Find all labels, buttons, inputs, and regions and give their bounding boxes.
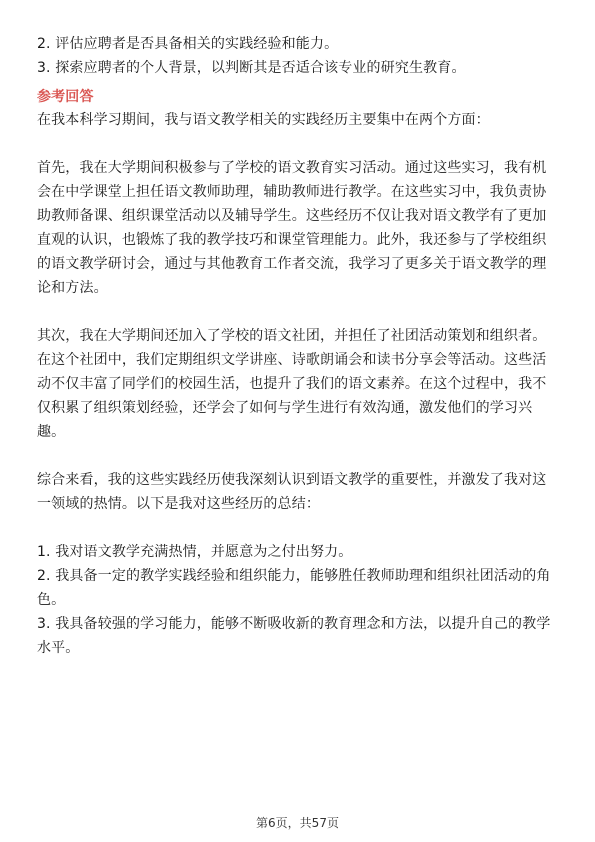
list-item: 1. 我对语文教学充满热情，并愿意为之付出努力。 [37, 544, 353, 560]
paragraph-line: 直观的认识，也锻炼了我的教学技巧和课堂管理能力。此外，我还参与了学校组织 [37, 232, 547, 248]
paragraph-line: 首先，我在大学期间积极参与了学校的语文教育实习活动。通过这些实习，我有机 [37, 160, 547, 176]
paragraph-line: 的语文教学研讨会，通过与其他教育工作者交流，我学习了更多关于语文教学的理 [37, 256, 547, 272]
section-heading: 参考回答 [37, 89, 94, 105]
list-item: 色。 [37, 592, 66, 608]
intro-line: 在我本科学习期间，我与语文教学相关的实践经历主要集中在两个方面： [37, 112, 490, 128]
paragraph-3 [37, 468, 561, 516]
paragraph-gap [37, 132, 561, 156]
list-item: 水平。 [37, 640, 80, 656]
paragraph-line: 一领域的热情。以下是我对这些经历的总结： [37, 496, 320, 512]
paragraph-2 [37, 324, 561, 444]
list-item: 3. 探索应聘者的个人背景，以判断其是否适合该专业的研究生教育。 [37, 60, 466, 76]
paragraph-line: 趣。 [37, 424, 66, 440]
page-number: 第6页，共57页 [256, 816, 339, 830]
paragraph-gap [37, 516, 561, 540]
paragraph-1 [37, 156, 561, 300]
paragraph-line: 在这个社团中，我们定期组织文学讲座、诗歌朗诵会和读书分享会等活动。这些活 [37, 352, 547, 368]
paragraph-gap [37, 444, 561, 468]
paragraph-line: 综合来看，我的这些实践经历使我深刻认识到语文教学的重要性，并激发了我对这 [37, 472, 547, 488]
paragraph-gap [37, 300, 561, 324]
paragraph-line: 其次，我在大学期间还加入了学校的语文社团，并担任了社团活动策划和组织者。 [37, 328, 547, 344]
page-content [37, 32, 561, 660]
top-list [37, 32, 561, 80]
summary-list [37, 540, 561, 660]
paragraph-line: 助教师备课、组织课堂活动以及辅导学生。这些经历不仅让我对语文教学有了更加 [37, 208, 547, 224]
list-item: 3. 我具备较强的学习能力，能够不断吸收新的教育理念和方法，以提升自己的教学 [37, 616, 551, 632]
paragraph-line: 仅积累了组织策划经验，还学会了如何与学生进行有效沟通，激发他们的学习兴 [37, 400, 533, 416]
paragraph-line: 动不仅丰富了同学们的校园生活，也提升了我们的语文素养。在这个过程中，我不 [37, 376, 547, 392]
list-item: 2. 评估应聘者是否具备相关的实践经验和能力。 [37, 36, 339, 52]
paragraph-line: 会在中学课堂上担任语文教师助理，辅助教师进行教学。在这些实习中，我负责协 [37, 184, 547, 200]
list-item: 2. 我具备一定的教学实践经验和组织能力，能够胜任教师助理和组织社团活动的角 [37, 568, 551, 584]
paragraph-line: 论和方法。 [37, 280, 108, 296]
